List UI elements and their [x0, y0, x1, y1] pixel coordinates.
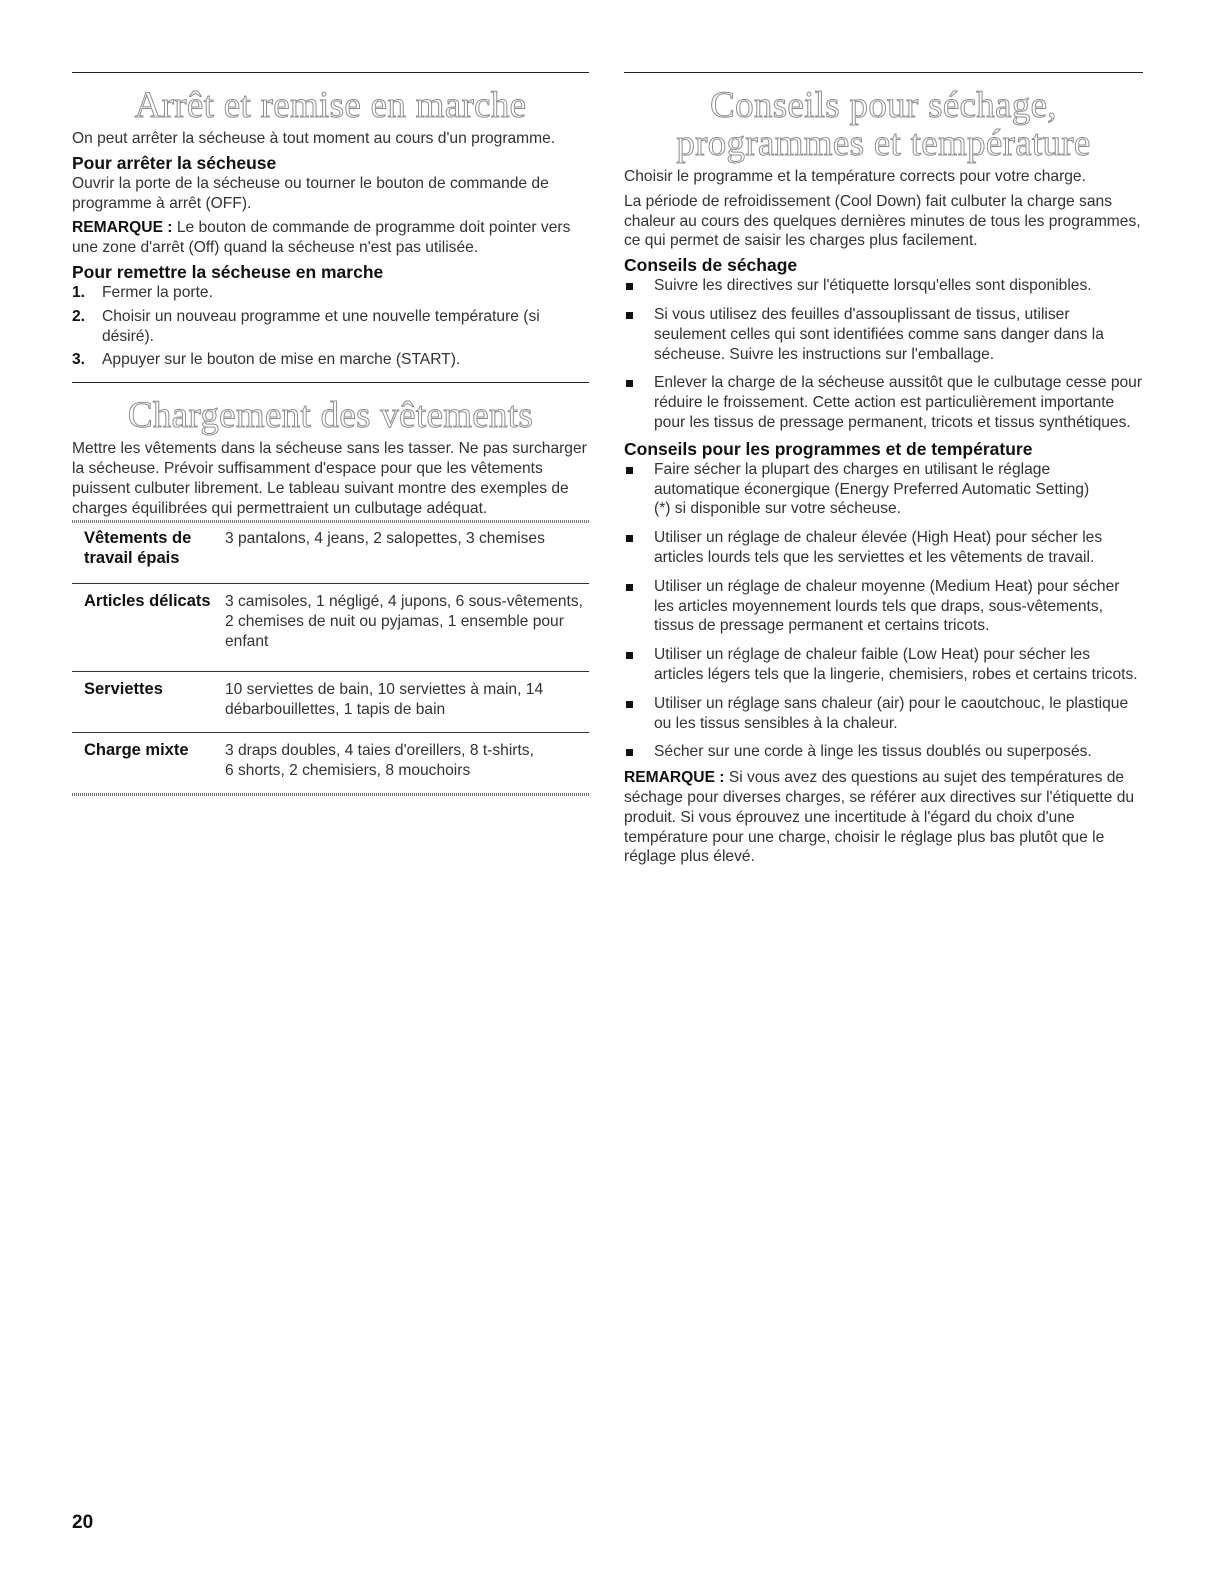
table-row: [72, 672, 589, 733]
left-column: [72, 0, 589, 796]
section-title-stop-restart: Arrêt et remise en marche: [134, 85, 527, 126]
bullet-icon: [626, 380, 633, 387]
step-text: Appuyer sur le bouton de mise en marche (START).: [102, 351, 461, 369]
bullet-icon: [626, 535, 633, 542]
step-item: [72, 283, 589, 303]
note-label: REMARQUE :: [72, 219, 173, 237]
step-number: 1.: [72, 283, 86, 301]
tip-text: Faire sécher la plupart des charges en utilisant le réglage automatique éconergique (Energy Preferred Automatic Setting)(*) si disponible sur votre sécheuse.: [654, 460, 1090, 518]
load-category: Articles délicats: [72, 583, 225, 671]
tip-text: Suivre les directives sur l'étiquette lorsqu'elles sont disponibles.: [654, 277, 1092, 295]
load-examples-table: [72, 529, 589, 792]
note-label: REMARQUE :: [624, 769, 725, 787]
step-text: Fermer la porte.: [102, 283, 213, 301]
tip-text: Enlever la charge de la sécheuse aussitôt que le culbutage cesse pour réduire le froissement. Cette action est particulièrement importante pour les tissus de pressage permanent, tricots et tissus synthétiques.: [654, 374, 1143, 431]
list-item: [624, 460, 1143, 519]
section-rule: [72, 382, 589, 383]
page-number: 20: [72, 1512, 94, 1533]
load-items: 10 serviettes de bain, 10 serviettes à main, 14 débarbouillettes, 1 tapis de bain: [225, 672, 589, 733]
bullet-icon: [626, 584, 633, 591]
table-top-border: [72, 520, 589, 523]
drying-note: [624, 768, 1143, 867]
bullet-icon: [626, 312, 633, 319]
step-number: 2.: [72, 307, 86, 325]
list-item: [624, 645, 1143, 685]
step-text: Choisir un nouveau programme et une nouvelle température (si désiré).: [102, 307, 540, 345]
restart-dryer-heading: Pour remettre la sécheuse en marche: [72, 261, 384, 282]
list-item: [624, 694, 1143, 734]
tip-text: Utiliser un réglage de chaleur moyenne (Medium Heat) pour sécher les articles moyennement lourds tels que draps, sous-vêtements, tissus de pressage permanent et certains tricots.: [654, 577, 1120, 635]
stop-restart-intro: On peut arrêter la sécheuse à tout moment au cours d'un programme.: [72, 130, 556, 147]
bullet-icon: [626, 467, 633, 474]
stop-dryer-heading: Pour arrêter la sécheuse: [72, 152, 277, 173]
load-items: 3 camisoles, 1 négligé, 4 jupons, 6 sous-vêtements, 2 chemises de nuit ou pyjamas, 1 ensemble pour enfant: [225, 583, 589, 671]
bullet-icon: [626, 749, 633, 756]
section-rule: [72, 72, 589, 73]
list-item: [624, 373, 1143, 432]
section-title-loading: Chargement des vêtements: [127, 395, 534, 437]
bullet-icon: [626, 283, 633, 290]
table-row: [72, 732, 589, 792]
drying-tips-heading: Conseils de séchage: [624, 255, 798, 276]
tip-text: Si vous utilisez des feuilles d'assouplissant de tissus, utiliser seulement celles qui sont identifiées comme sans danger dans la sécheuse. Suivre les instructions sur l'emballage.: [654, 305, 1104, 363]
list-item: [624, 742, 1143, 762]
program-tips-heading: Conseils pour les programmes et de température: [624, 438, 1033, 459]
note-text: Le bouton de commande de programme doit pointer vers une zone d'arrêt (Off) quand la sécheuse n'est pas utilisée.: [72, 219, 571, 257]
list-item: [624, 305, 1143, 364]
loading-intro: Mettre les vêtements dans la sécheuse sans les tasser. Ne pas surcharger la sécheuse. Prévoir suffisamment d'espace pour que les vêtements puissent culbuter librement. Le tableau suivant montre des exemples de charges équilibrées qui permettraient un culbutage adéquat.: [72, 440, 587, 517]
step-item: [72, 350, 589, 370]
section-title-drying-tips: Conseils pour séchage, programmes et température: [676, 85, 1091, 164]
drying-intro-1: Choisir le programme et la température corrects pour votre charge.: [624, 168, 1086, 185]
table-bottom-border: [72, 793, 589, 796]
right-column: [624, 0, 1143, 867]
stop-dryer-text: Ouvrir la porte de la sécheuse ou tourner le bouton de commande de programme à arrêt (OFF).: [72, 174, 549, 212]
load-items: 3 pantalons, 4 jeans, 2 salopettes, 3 chemises: [225, 529, 589, 583]
restart-steps: [72, 283, 589, 370]
table-row: [72, 583, 589, 671]
tip-text: Sécher sur une corde à linge les tissus doublés ou superposés.: [654, 743, 1092, 761]
section-rule: [624, 72, 1143, 73]
step-number: 3.: [72, 351, 86, 369]
load-items: 3 draps doubles, 4 taies d'oreillers, 8 t-shirts, 6 shorts, 2 chemisiers, 8 mouchoirs: [225, 741, 534, 779]
tip-text: Utiliser un réglage de chaleur élevée (High Heat) pour sécher les articles lourds tels que les serviettes et les vêtements de travail.: [654, 529, 1103, 566]
tip-text: Utiliser un réglage sans chaleur (air) pour le caoutchouc, le plastique ou les tissus sensibles à la chaleur.: [654, 694, 1129, 732]
bullet-icon: [626, 701, 633, 708]
drying-tips-list: [624, 276, 1143, 433]
load-category: Serviettes: [72, 672, 225, 733]
program-tips-list: [624, 460, 1143, 762]
load-category: Charge mixte: [84, 740, 189, 759]
drying-intro-2: La période de refroidissement (Cool Down) fait culbuter la charge sans chaleur au cours des quelques dernières minutes de tous les programmes, ce qui permet de saisir les charges plus facilement.: [624, 192, 1141, 250]
load-category: Vêtements de travail épais: [72, 529, 225, 583]
stop-note: [72, 218, 589, 258]
note-text: Si vous avez des questions au sujet des températures de séchage pour diverses charges, se référer aux directives sur l'étiquette du produit. Si vous éprouvez une incertitude à l'égard du choix d'une température pour une charge, choisir le réglage plus bas plutôt que le réglage plus élevé.: [624, 769, 1135, 866]
bullet-icon: [626, 652, 633, 659]
list-item: [624, 276, 1143, 296]
list-item: [624, 528, 1143, 568]
tip-text: Utiliser un réglage de chaleur faible (Low Heat) pour sécher les articles légers tels que la lingerie, chemisiers, robes et certains tricots.: [654, 646, 1138, 683]
step-item: [72, 307, 589, 347]
table-row: [72, 529, 589, 583]
list-item: [624, 577, 1143, 636]
